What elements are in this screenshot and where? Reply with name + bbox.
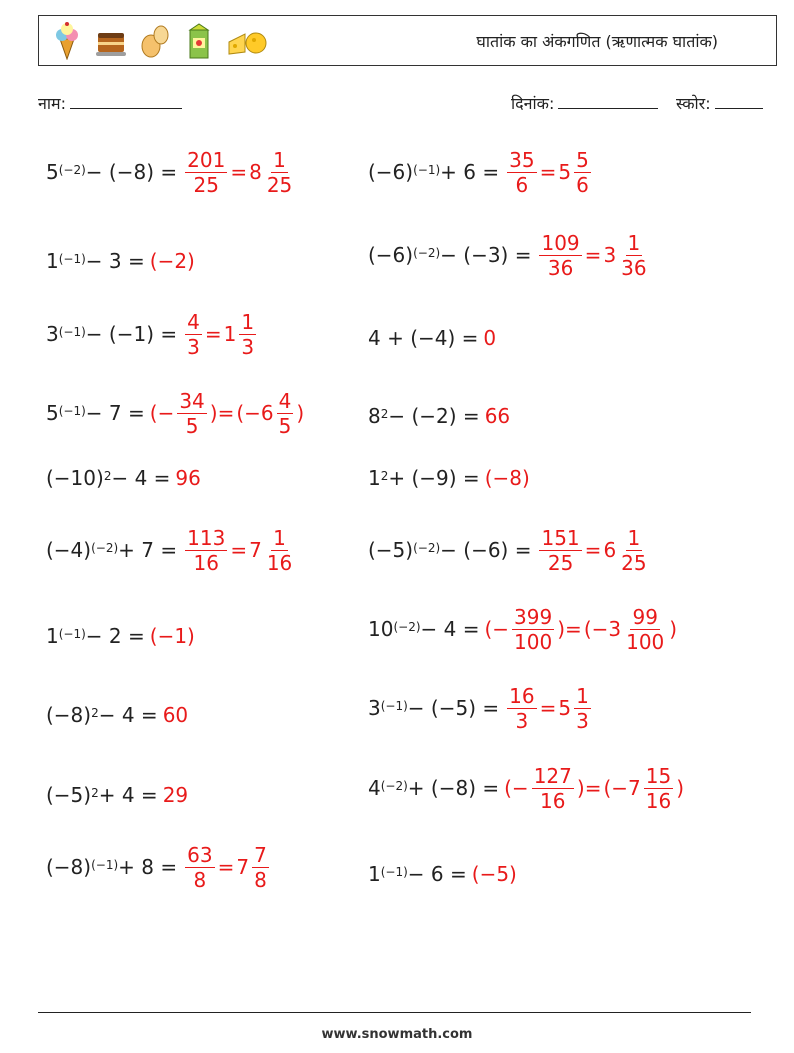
problem-13 (46, 610, 195, 662)
answer-whole: 7 (236, 855, 250, 879)
answer-whole: 1 (223, 322, 237, 346)
answer-equals: = (230, 538, 248, 562)
answer-fraction-numerator: 201 (187, 147, 226, 172)
problem-rest: − (−3) = (440, 243, 532, 267)
footer-divider (38, 1012, 751, 1013)
answer-equals: = (584, 776, 602, 800)
answer-fraction-denominator: 25 (547, 550, 574, 575)
answer-fraction-denominator: 36 (547, 255, 574, 280)
answer-mixed-fraction (619, 526, 648, 575)
answer: (−2) (149, 249, 195, 273)
answer-mixed-fraction-numerator: 1 (627, 525, 641, 550)
problem-exponent: (−1) (91, 858, 119, 872)
problem-exponent: 2 (380, 407, 389, 421)
answer-mixed-fraction-numerator: 4 (278, 388, 292, 413)
answer-whole: (−7 (603, 776, 641, 800)
problem-1 (46, 146, 297, 198)
answer-fraction-numerator: 127 (533, 763, 572, 788)
problem-base: (−10) (46, 466, 104, 490)
answer-fraction-denominator: 3 (187, 334, 200, 359)
score-label: स्कोर: (676, 94, 711, 113)
worksheet-title: घातांक का अंकगणित (ऋणात्मक घातांक) (476, 32, 718, 51)
answer-mixed-fraction-numerator: 1 (273, 525, 286, 550)
problem-15 (46, 689, 188, 741)
problem-rest: + (−9) = (388, 466, 480, 490)
problem-rest: − 2 = (85, 624, 145, 648)
answer-fraction (185, 310, 202, 359)
problem-base: 3 (368, 696, 381, 720)
answer-close: ) (209, 401, 218, 425)
problem-rest: + (−8) = (407, 776, 500, 800)
problem-base: 3 (46, 322, 59, 346)
problem-base: 1 (368, 466, 381, 490)
answer-fraction-numerator: 109 (541, 230, 580, 255)
answer-mixed-fraction-denominator: 8 (254, 867, 267, 892)
problem-19 (46, 841, 272, 893)
problem-7 (46, 387, 304, 439)
answer: (−5) (471, 862, 517, 886)
problem-rest: + 6 = (440, 160, 500, 184)
answer-mixed-fraction (265, 148, 294, 197)
problem-exponent: 2 (91, 706, 99, 720)
answer-mixed-fraction (574, 684, 591, 733)
answer-mixed-fraction-denominator: 36 (621, 255, 647, 280)
answer-fraction (185, 526, 227, 575)
problem-base: 4 (368, 776, 381, 800)
problem-rest: + 4 = (98, 783, 158, 807)
answer: (−1) (149, 624, 195, 648)
problem-rest: − 4 = (111, 466, 171, 490)
answer-fraction-numerator: 16 (509, 683, 535, 708)
problem-16 (368, 682, 594, 734)
date-label: दिनांक: (511, 94, 555, 113)
date-field (511, 92, 658, 114)
answer-open: (− (484, 617, 510, 641)
answer-mixed-fraction (574, 148, 591, 197)
problem-3 (46, 235, 195, 287)
problem-exponent: (−2) (380, 779, 408, 793)
answer-whole: 6 (603, 538, 617, 562)
answer-open: (− (504, 776, 529, 800)
answer-mixed-fraction (277, 389, 294, 438)
cheese-icon (227, 22, 267, 60)
answer-mixed-fraction-denominator: 16 (266, 550, 293, 575)
problem-base: 4 + (−4) = (368, 326, 479, 350)
answer-fraction (185, 843, 214, 892)
answer-fraction-denominator: 16 (540, 788, 566, 813)
answer-fraction-denominator: 6 (515, 172, 529, 197)
answer-whole: 3 (603, 243, 617, 267)
answer-mixed-fraction-numerator: 1 (576, 683, 589, 708)
answer-fraction-numerator: 113 (187, 525, 226, 550)
problem-14 (368, 603, 677, 655)
score-blank[interactable] (715, 94, 763, 109)
answer-fraction (532, 764, 574, 813)
problem-5 (46, 308, 259, 360)
answer-fraction-denominator: 25 (193, 172, 219, 197)
name-field (38, 92, 182, 114)
problem-exponent: (−2) (413, 541, 441, 555)
answer-whole: 8 (249, 160, 262, 184)
problem-4 (368, 229, 652, 281)
problem-exponent: (−2) (58, 163, 86, 177)
problem-base: 1 (46, 624, 59, 648)
problem-rest: − 3 = (85, 249, 145, 273)
answer-fraction-numerator: 4 (187, 309, 200, 334)
answer (504, 764, 684, 813)
answer-whole: (−3 (583, 617, 622, 641)
problem-rest: − (−6) = (440, 538, 532, 562)
answer-fraction-denominator: 16 (193, 550, 219, 575)
footer-site: www.snowmath.com (321, 1027, 473, 1042)
answer-fraction (185, 148, 227, 197)
answer-mixed-fraction-numerator: 1 (627, 230, 641, 255)
problem-rest: − 6 = (407, 862, 467, 886)
problem-rest: + 7 = (118, 538, 178, 562)
problem-exponent: (−1) (58, 404, 86, 418)
problem-exponent: (−1) (58, 325, 86, 339)
answer (536, 526, 651, 575)
answer-mixed-fraction-denominator: 3 (241, 334, 255, 359)
answer-mixed-fraction-numerator: 1 (273, 147, 286, 172)
juice-box-icon (183, 22, 215, 60)
answer (182, 310, 259, 359)
problem-base: (−4) (46, 538, 92, 562)
answer-mixed-fraction (265, 526, 294, 575)
answer-fraction (512, 605, 554, 654)
answer-mixed-fraction-denominator: 16 (645, 788, 672, 813)
problem-11 (46, 524, 297, 576)
answer-equals: = (217, 855, 235, 879)
problem-base: (−8) (46, 855, 92, 879)
answer-fraction (507, 148, 536, 197)
answer-equals: = (217, 401, 235, 425)
answer-fraction-numerator: 151 (541, 525, 580, 550)
problem-rest: − 4 = (420, 617, 480, 641)
answer (504, 148, 594, 197)
answer-equals: = (204, 322, 222, 346)
answer: 0 (483, 326, 497, 350)
answer-mixed-fraction-numerator: 5 (576, 147, 589, 172)
problem-exponent: (−2) (91, 541, 119, 555)
problem-base: (−6) (368, 243, 414, 267)
answer (484, 605, 677, 654)
problem-exponent: (−2) (413, 246, 441, 260)
answer-equals: = (539, 160, 557, 184)
answer-whole: 7 (249, 538, 262, 562)
problem-exponent: (−1) (58, 627, 86, 641)
problem-9 (46, 452, 201, 504)
problem-rest: − 7 = (85, 401, 145, 425)
answer-open: (− (149, 401, 175, 425)
answer (182, 526, 297, 575)
problem-exponent: 2 (91, 786, 99, 800)
problem-base: 1 (46, 249, 59, 273)
answer-mixed-fraction (252, 843, 269, 892)
problem-base: 1 (368, 862, 381, 886)
problem-8 (368, 390, 510, 442)
answer: 60 (162, 703, 189, 727)
answer-fraction-denominator: 3 (515, 708, 529, 733)
answer-fraction-numerator: 63 (187, 842, 213, 867)
answer-mixed-fraction-denominator: 100 (626, 629, 665, 654)
answer-mixed-fraction (624, 605, 666, 654)
answer-fraction-denominator: 8 (193, 867, 207, 892)
answer-fraction-numerator: 35 (509, 147, 535, 172)
problem-exponent: (−2) (393, 620, 421, 634)
answer-whole: 5 (558, 160, 572, 184)
answer: (−8) (484, 466, 530, 490)
name-label: नाम: (38, 94, 66, 113)
answer-mixed-fraction-denominator: 5 (278, 413, 292, 438)
answer-mixed-fraction (619, 231, 648, 280)
problem-base: 5 (46, 401, 59, 425)
answer-mixed-fraction-denominator: 25 (266, 172, 293, 197)
problem-exponent: (−1) (380, 699, 408, 713)
problem-rest: − (−5) = (407, 696, 500, 720)
answer (182, 843, 272, 892)
answer-equals: = (565, 617, 582, 641)
answer-fraction (507, 684, 536, 733)
header-box (38, 15, 777, 66)
problem-base: 10 (368, 617, 394, 641)
answer-close: ) (576, 776, 585, 800)
answer-whole: (−6 (236, 401, 274, 425)
score-field (676, 92, 763, 114)
answer-close: ) (557, 617, 566, 641)
answer-close: ) (676, 776, 685, 800)
answer-fraction-numerator: 34 (179, 388, 205, 413)
problem-base: 8 (368, 404, 381, 428)
name-blank[interactable] (70, 94, 182, 109)
answer (536, 231, 651, 280)
problem-exponent: 2 (380, 469, 389, 483)
problem-base: (−5) (368, 538, 414, 562)
problem-base: (−5) (46, 783, 92, 807)
answer-mixed-fraction (239, 310, 256, 359)
problem-base: 5 (46, 160, 59, 184)
answer-fraction (177, 389, 206, 438)
problem-exponent: 2 (103, 469, 112, 483)
answer-fraction-denominator: 5 (185, 413, 199, 438)
problem-rest: − (−8) = (85, 160, 178, 184)
answer-mixed-fraction (644, 764, 673, 813)
eggs-icon (139, 22, 171, 60)
answer-close: ) (296, 401, 305, 425)
problem-rest: + 8 = (118, 855, 178, 879)
problem-10 (368, 452, 530, 504)
answer (182, 148, 297, 197)
answer-whole: 5 (558, 696, 572, 720)
answer-fraction (539, 526, 581, 575)
answer-equals: = (539, 696, 557, 720)
answer-mixed-fraction-denominator: 3 (576, 708, 589, 733)
problem-18 (368, 762, 684, 814)
icon-row (51, 22, 267, 60)
problem-exponent: (−1) (58, 252, 86, 266)
answer-mixed-fraction-numerator: 99 (632, 604, 658, 629)
answer-mixed-fraction-numerator: 1 (241, 309, 255, 334)
answer-fraction-numerator: 399 (514, 604, 553, 629)
problem-exponent: (−1) (380, 865, 408, 879)
ice-cream-icon (51, 22, 83, 60)
problem-20 (368, 848, 517, 900)
problem-rest: − (−1) = (85, 322, 178, 346)
problem-2 (368, 146, 594, 198)
answer: 96 (175, 466, 201, 490)
answer: 66 (484, 404, 511, 428)
answer: 29 (162, 783, 189, 807)
answer (150, 389, 304, 438)
answer-mixed-fraction-denominator: 25 (621, 550, 647, 575)
answer (504, 684, 594, 733)
answer-mixed-fraction-numerator: 7 (254, 842, 267, 867)
problem-6 (368, 312, 496, 364)
problem-exponent: (−1) (413, 163, 441, 177)
answer-fraction (539, 231, 581, 280)
problem-rest: − (−2) = (388, 404, 480, 428)
date-blank[interactable] (558, 94, 658, 109)
answer-equals: = (584, 243, 602, 267)
cake-icon (95, 22, 127, 60)
problem-rest: − 4 = (98, 703, 158, 727)
answer-equals: = (230, 160, 248, 184)
problem-base: (−8) (46, 703, 92, 727)
answer-close: ) (669, 617, 678, 641)
answer-mixed-fraction-numerator: 15 (645, 763, 672, 788)
answer-fraction-denominator: 100 (514, 629, 553, 654)
answer-equals: = (584, 538, 602, 562)
problem-base: (−6) (368, 160, 414, 184)
problem-17 (46, 769, 188, 821)
answer-mixed-fraction-denominator: 6 (576, 172, 589, 197)
problem-12 (368, 524, 652, 576)
